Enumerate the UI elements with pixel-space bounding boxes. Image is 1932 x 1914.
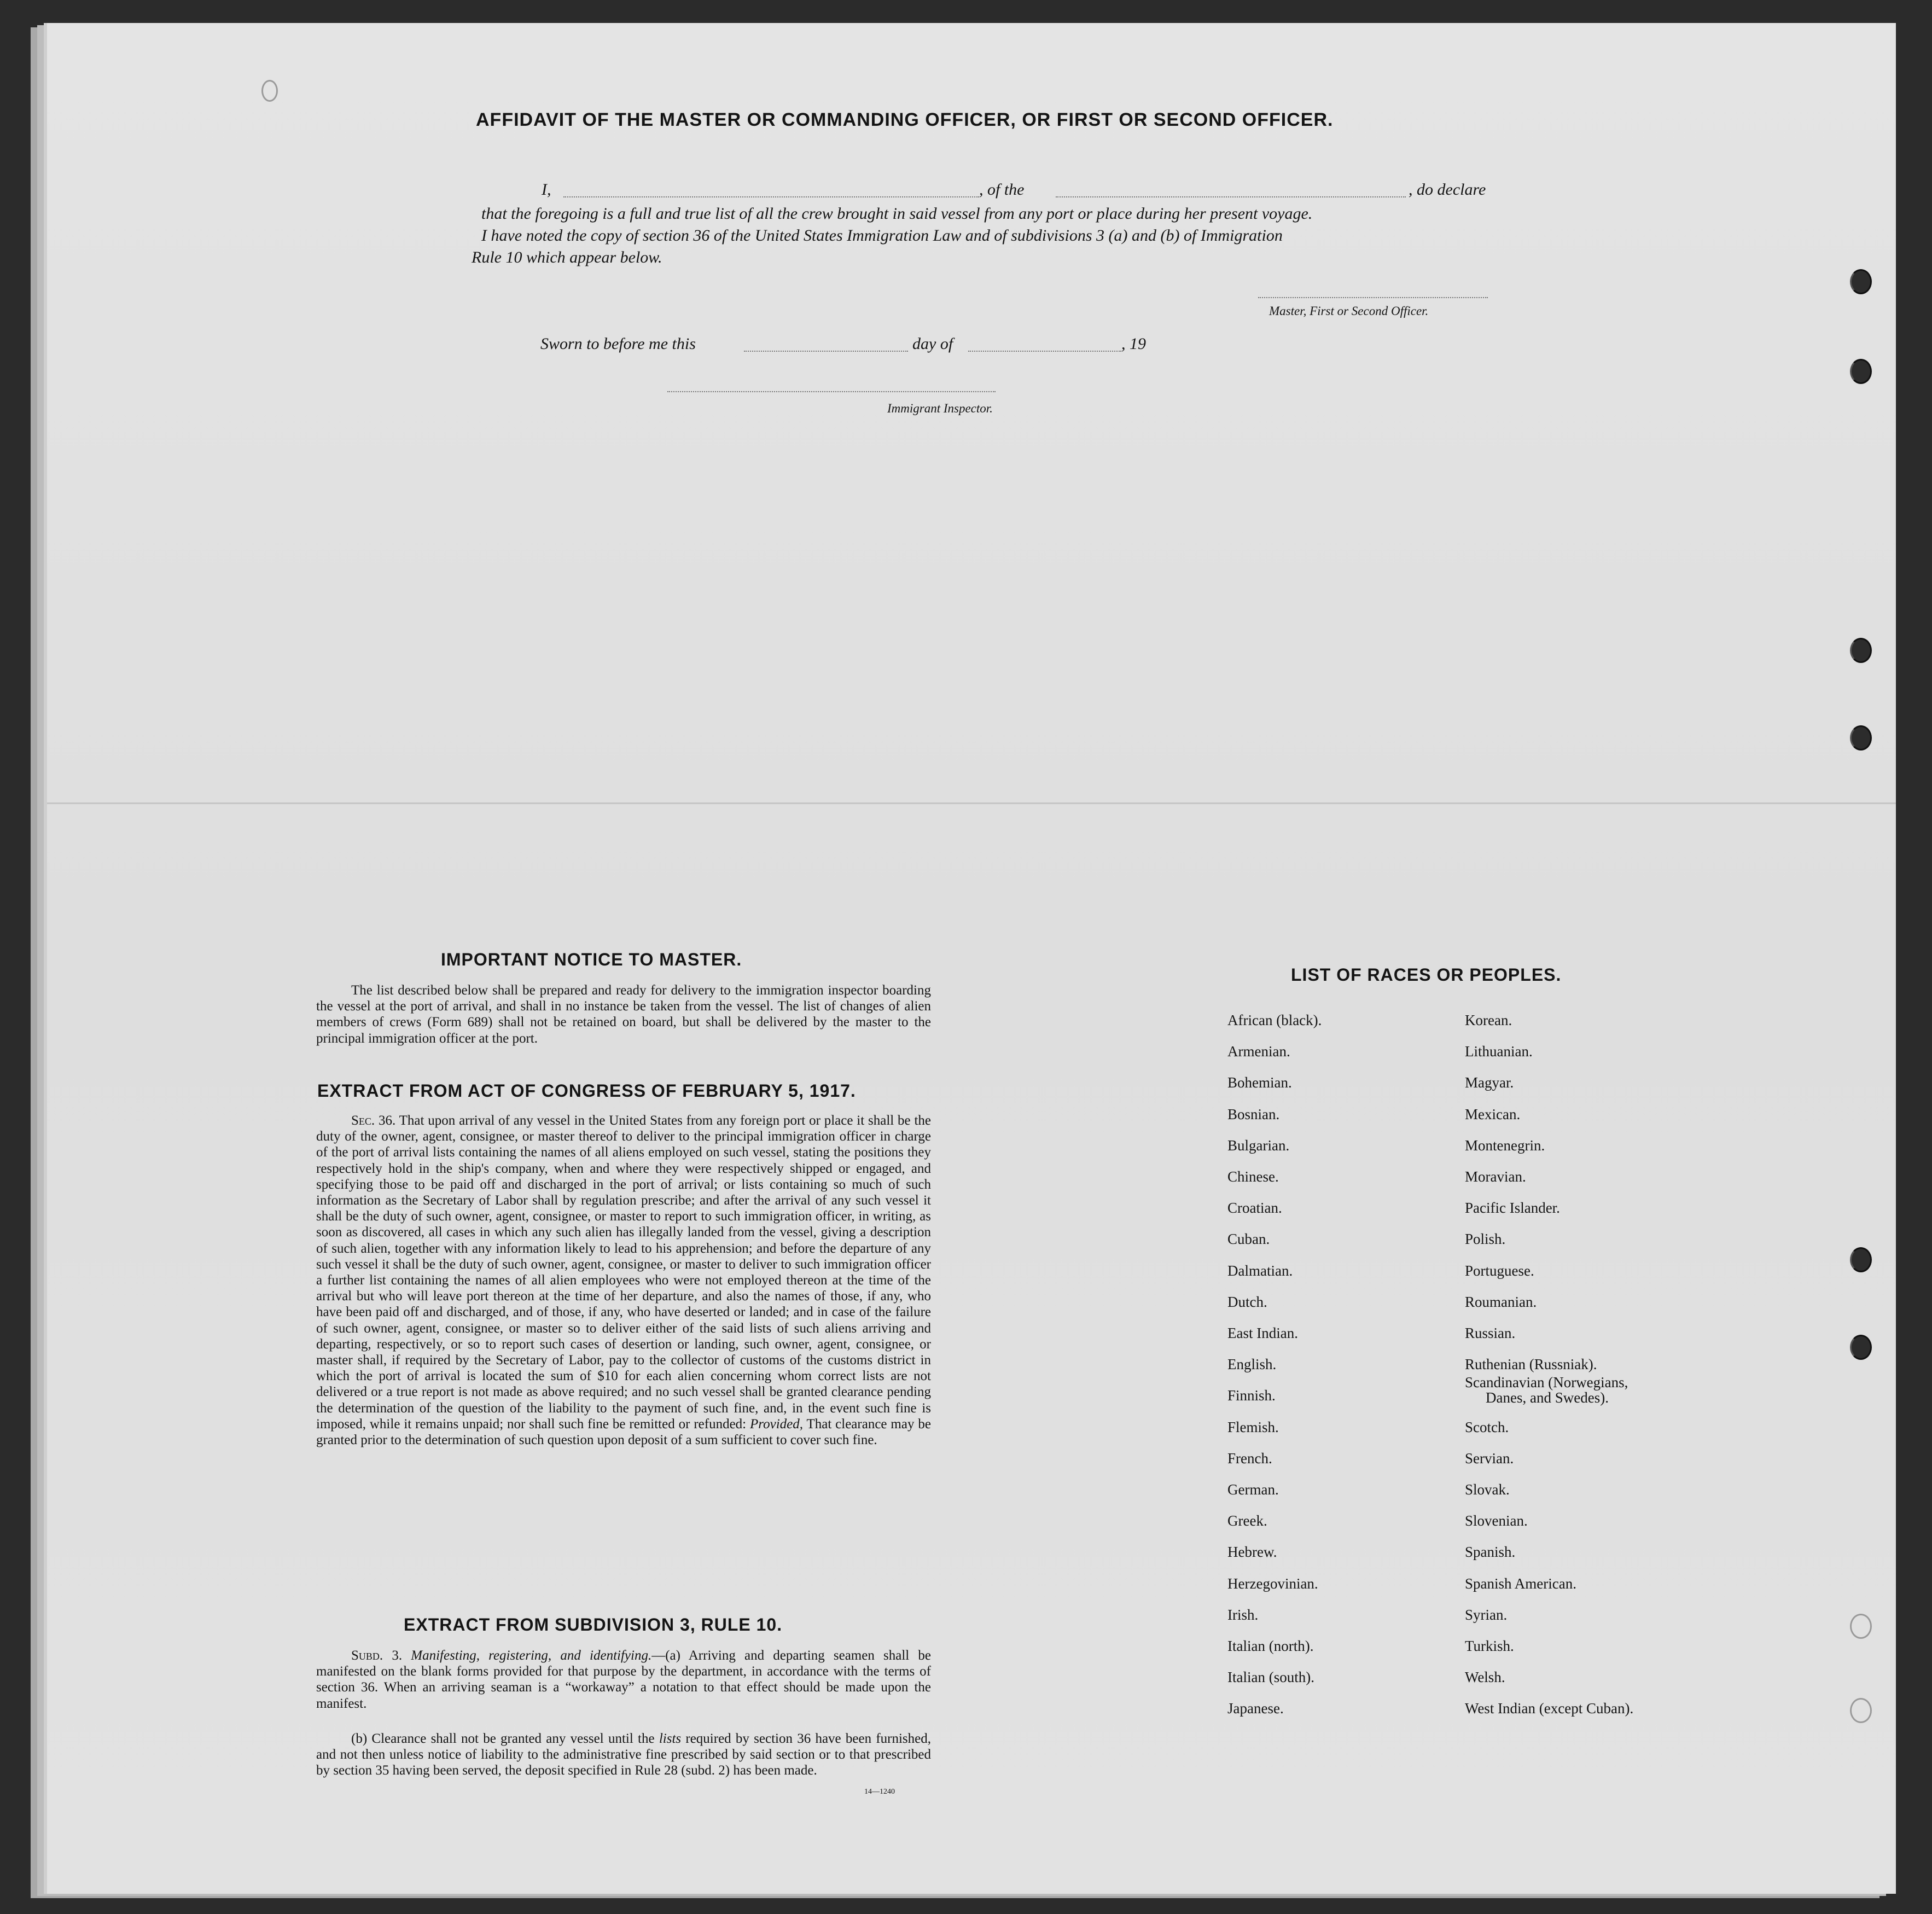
race-item: Croatian. — [1227, 1200, 1282, 1217]
races-title: LIST OF RACES OR PEOPLES. — [1291, 965, 1562, 985]
subd-a-text: —(a) Arriving and departing seamen shall be manifested on the blank forms provided for that purpose by the department, in accordance with the terms of section 36. When an arriving seaman is a “workaway” a notation to that effect should be made upon the manifest. — [316, 1648, 931, 1711]
affidavit-line-3: I have noted the copy of section 36 of the United States Immigration Law and of subdivisions 3 (a) and (b) of Immigration — [481, 226, 1283, 245]
subd-b-end: required by section 36 have been furnished, and not then unless notice of liability to the administrative fine prescribed by said section or to that prescribed by section 35 having been served, the deposit specified in Rule 28 (subd. 2) has been made. — [316, 1731, 931, 1778]
form-number: 14—1240 — [864, 1788, 895, 1796]
affidavit-i: I, — [542, 181, 551, 199]
race-item: Greek. — [1227, 1512, 1267, 1529]
subd-b-start: (b) Clearance shall not be granted any vessel until the — [351, 1731, 655, 1746]
race-item: Dutch. — [1227, 1293, 1267, 1310]
race-item: Servian. — [1465, 1450, 1514, 1467]
subd-title: Manifesting, registering, and identifying. — [411, 1648, 652, 1663]
race-item: Slovak. — [1465, 1481, 1510, 1498]
race-item: Finnish. — [1227, 1387, 1276, 1404]
race-item: Magyar. — [1465, 1074, 1514, 1091]
race-item: Hebrew. — [1227, 1544, 1277, 1561]
race-item: German. — [1227, 1481, 1279, 1498]
affidavit-line-4: Rule 10 which appear below. — [472, 248, 662, 266]
race-item: Montenegrin. — [1465, 1137, 1545, 1154]
binder-hole — [1850, 269, 1872, 294]
binder-hole — [1850, 1247, 1872, 1272]
race-item: Scandinavian (Norwegians, — [1465, 1374, 1628, 1391]
subd-b-lists: lists — [659, 1731, 682, 1746]
race-item: Dalmatian. — [1227, 1262, 1293, 1279]
name-blank — [563, 196, 979, 197]
race-item: Irish. — [1227, 1606, 1259, 1623]
binder-hole — [1850, 725, 1872, 751]
subd-label: Subd. 3. — [351, 1648, 403, 1663]
race-item: Bohemian. — [1227, 1074, 1292, 1091]
notice-title: IMPORTANT NOTICE TO MASTER. — [441, 950, 742, 969]
race-item: Mexican. — [1465, 1106, 1521, 1122]
section-label: Sec. 36. — [351, 1113, 396, 1128]
binder-hole — [1850, 1698, 1872, 1723]
sworn-text: Sworn to before me this — [540, 335, 696, 353]
binder-hole — [1850, 638, 1872, 663]
corner-hole — [261, 80, 278, 102]
race-item: Russian. — [1465, 1325, 1516, 1341]
binder-hole — [1850, 359, 1872, 384]
affidavit-line-2: that the foregoing is a full and true list of all the crew brought in said vessel from any port or place during her present voyage. — [481, 205, 1313, 223]
race-item: Welsh. — [1465, 1669, 1505, 1686]
race-item: Chinese. — [1227, 1168, 1279, 1185]
rule-subd-a — [316, 1648, 931, 1712]
race-item: Bulgarian. — [1227, 1137, 1290, 1154]
notice-text: The list described below shall be prepared and ready for delivery to the immigration inspector boarding the vessel at the port of arrival, and shall in no instance be taken from the vessel. The list of changes of alien members of crews (Form 689) shall not be retained on board, but shall be delivered by the master to the principal immigration officer at the port. — [316, 983, 931, 1046]
race-item: Syrian. — [1465, 1606, 1508, 1623]
race-item: Spanish American. — [1465, 1575, 1576, 1592]
race-item: Italian (north). — [1227, 1638, 1314, 1654]
signature-label: Master, First or Second Officer. — [1269, 304, 1429, 318]
extract-act-title: EXTRACT FROM ACT OF CONGRESS OF FEBRUARY 5, 1917. — [317, 1081, 856, 1101]
affidavit-declare: , do declare — [1409, 181, 1486, 199]
race-item: Slovenian. — [1465, 1512, 1528, 1529]
race-item: Flemish. — [1227, 1418, 1279, 1435]
race-item: Pacific Islander. — [1465, 1200, 1560, 1217]
race-item: Herzegovinian. — [1227, 1575, 1318, 1592]
section-text: That upon arrival of any vessel in the United States from any foreign port or place it shall be the duty of the owner, agent, consignee, or master thereof to deliver to the principal immigration officer in charge of the port of arrival lists containing the names of all aliens employed on such vessel, stating the positions they respectively hold in the ship's company, when and where they were respectively shipped or engaged, and specifying those to be paid off and discharged in the port of arrival; or lists containing so much of such information as the Secretary of Labor shall by regulation prescribe; and after the arrival of any such vessel it shall be the duty of such owner, agent, consignee, or master to report to such immigration officer, in writing, as soon as discovered, all cases in which any such alien has illegally landed from the vessel, giving a description of such alien, together with any information likely to lead to his apprehension; and before the departure of any such vessel it shall be the duty of such owner, agent, consignee, or master to deliver to such immigration officer a further list containing the names of all alien employees who were not employed thereon at the time of the arrival but who will leave port thereon at the time of her departure, and also the names of those, if any, who have been paid off and discharged, and of those, if any, who have deserted or landed; and in case of the failure of such owner, agent, consignee, or master so to deliver either of the said lists of such aliens arriving and departing, respectively, or so to report such cases of desertion or landing, such owner, agent, consignee, or master shall, if required by the Secretary of Labor, pay to the collector of customs of the customs district in which the port of arrival is located the sum of $10 for each alien concerning whom correct lists are not delivered or a true report is not made as above required; and no such vessel shall be granted clearance pending the determination of the question of the liability to the payment of such fine, and, in the event such fine is imposed, while it remains unpaid; nor shall such fine be remitted or refunded: — [316, 1113, 931, 1432]
race-item: Danes, and Swedes). — [1486, 1389, 1609, 1406]
race-item: Ruthenian (Russniak). — [1465, 1356, 1597, 1373]
race-item: Scotch. — [1465, 1418, 1509, 1435]
race-item: Bosnian. — [1227, 1106, 1280, 1122]
race-item: Korean. — [1465, 1012, 1512, 1028]
signature-blank — [1258, 296, 1488, 298]
inspector-blank — [667, 391, 996, 392]
binder-hole — [1850, 1614, 1872, 1639]
race-item: Italian (south). — [1227, 1669, 1314, 1686]
race-item: Lithuanian. — [1465, 1043, 1533, 1060]
vessel-blank — [1056, 196, 1406, 197]
document-sheet — [47, 23, 1896, 1894]
section-text-end: That clearance may be granted prior to the determination of such question upon deposit of a sum sufficient to cover such fine. — [316, 1416, 931, 1448]
race-item: Portuguese. — [1465, 1262, 1534, 1279]
race-item: French. — [1227, 1450, 1272, 1467]
year-label: , 19 — [1121, 335, 1146, 353]
race-item: Spanish. — [1465, 1544, 1516, 1561]
rule-subd-b — [316, 1731, 931, 1779]
race-item: English. — [1227, 1356, 1277, 1373]
race-item: African (black). — [1227, 1012, 1322, 1028]
race-item: Turkish. — [1465, 1638, 1514, 1654]
race-item: West Indian (except Cuban). — [1465, 1700, 1634, 1717]
affidavit-of-the: , of the — [979, 181, 1025, 199]
month-blank — [968, 350, 1121, 352]
extract-rule-title: EXTRACT FROM SUBDIVISION 3, RULE 10. — [404, 1615, 783, 1634]
race-item: Moravian. — [1465, 1168, 1526, 1185]
race-item: Japanese. — [1227, 1700, 1284, 1717]
race-item: East Indian. — [1227, 1325, 1298, 1341]
binder-hole — [1850, 1335, 1872, 1360]
fold-line — [47, 802, 1896, 804]
inspector-label: Immigrant Inspector. — [887, 402, 993, 415]
race-item: Cuban. — [1227, 1231, 1270, 1248]
race-item: Polish. — [1465, 1231, 1506, 1248]
sworn-blank — [744, 350, 908, 352]
affidavit-title: AFFIDAVIT OF THE MASTER OR COMMANDING OFFICER, OR FIRST OR SECOND OFFICER. — [476, 109, 1334, 130]
extract-act-text — [316, 1113, 931, 1448]
provided-word: Provided, — [750, 1416, 803, 1432]
day-of: day of — [912, 335, 953, 353]
race-item: Armenian. — [1227, 1043, 1290, 1060]
race-item: Roumanian. — [1465, 1293, 1537, 1310]
